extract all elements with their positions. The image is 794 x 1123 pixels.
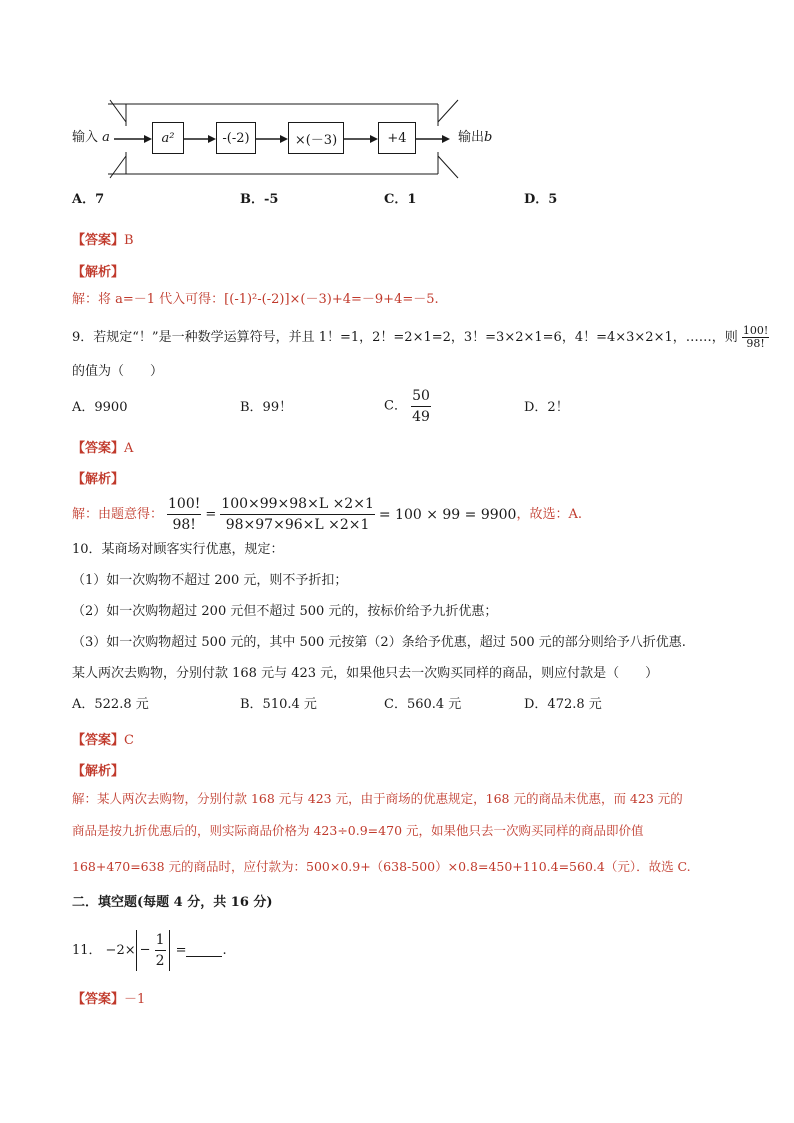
q10-answer-value: C <box>124 733 134 748</box>
q9-sol-tail: ，故选：A. <box>516 506 582 522</box>
flow-box-minus-neg2-text: -(-2) <box>222 130 250 146</box>
q10-sol-line2: 商品是按九折优惠后的，则实际商品价格为 423÷0.9=470 元，如果他只去一次购买同样的商品即价值 <box>72 823 644 838</box>
q8-option-a: A．7 <box>72 192 105 207</box>
flow-box-square <box>152 122 184 154</box>
flow-box-square-text: a² <box>161 130 175 146</box>
flow-input-var: a <box>102 130 110 145</box>
q8-option-d: D．5 <box>524 192 558 207</box>
q9-option-c-label: C． <box>384 398 407 414</box>
q10-answer-tag: 【答案】 <box>72 733 125 748</box>
flow-output-var: b <box>484 130 493 145</box>
q9-option-b: B．99！ <box>240 400 293 415</box>
flow-box-plus4 <box>378 122 416 154</box>
q9-solution <box>72 494 582 535</box>
flow-box-plus4-text: +4 <box>387 130 407 146</box>
q9-sol-rest: = 100 × 99 = 9900 <box>378 506 517 523</box>
q9-fraction-den: 98! <box>746 337 765 350</box>
flow-input-text: 输入 <box>72 130 99 145</box>
q9-sol-frac2-den: 98×97×96×L ×2×1 <box>225 517 370 533</box>
q9-option-a: A．9900 <box>72 400 128 415</box>
q11-expr-left: −2× <box>105 942 136 958</box>
q8-option-c: C．1 <box>384 192 417 207</box>
q9-option-c-fraction <box>411 386 431 427</box>
q8-analysis-tag: 【解析】 <box>72 265 125 280</box>
q9-option-c-num: 50 <box>411 386 431 407</box>
q8-option-b: B．-5 <box>240 192 279 207</box>
q10-rule2: （2）如一次购物超过 200 元但不超过 500 元的，按标价给予九折优惠； <box>72 604 498 619</box>
q11-answer <box>72 988 145 1007</box>
q8-answer <box>72 229 134 248</box>
flow-box-minus-neg2 <box>216 122 256 154</box>
q10-sol-line1: 解：某人两次去购物，分别付款 168 元与 423 元，由于商场的优惠规定，168 元的商品未优惠，而 423 元的 <box>72 791 683 806</box>
q8-answer-tag: 【答案】 <box>72 233 125 248</box>
q10-option-a: A．522.8 元 <box>72 697 149 712</box>
section2-title: 二．填空题(每题 4 分，共 16 分) <box>72 895 273 910</box>
q11-answer-tag: 【答案】 <box>72 992 125 1007</box>
q9-sol-frac1-num: 100! <box>167 494 201 515</box>
q9-stem <box>72 325 769 350</box>
q10-rule1: （1）如一次购物不超过 200 元，则不予折扣； <box>72 573 348 588</box>
flow-box-times-neg3 <box>288 122 344 154</box>
q9-answer-value: A <box>124 441 134 456</box>
q11-stem <box>72 930 227 971</box>
q9-sol-frac2-num: 100×99×98×L ×2×1 <box>220 494 375 515</box>
q9-sol-frac1-den: 98! <box>172 517 196 533</box>
q9-fraction <box>742 325 769 350</box>
q9-answer-tag: 【答案】 <box>72 441 125 456</box>
flow-input-label <box>72 130 110 146</box>
flow-diagram <box>60 96 510 182</box>
q10-rule3: （3）如一次购物超过 500 元的，其中 500 元按第（2）条给予优惠，超过 500 元的部分则给予八折优惠. <box>72 635 686 650</box>
q8-answer-value: B <box>124 233 134 248</box>
q11-answer-value: －1 <box>124 992 146 1007</box>
q11-fraction-den: 2 <box>155 953 165 969</box>
q10-option-c: C．560.4 元 <box>384 697 462 712</box>
q11-number: 11． <box>72 942 102 958</box>
q11-fraction <box>155 930 166 971</box>
q10-stem: 10．某商场对顾客实行优惠，规定： <box>72 542 284 557</box>
q11-abs-sign: − <box>139 942 151 958</box>
q9-option-d: D．2！ <box>524 400 569 415</box>
q9-stem-text: 9．若规定“！”是一种数学运算符号，并且 1！=1，2！=2×1=2，3！=3×2×1=6，4！=4×3×2×1，……，则 <box>72 330 738 345</box>
q9-sol-fraction2 <box>220 494 375 535</box>
q10-question: 某人两次去购物，分别付款 168 元与 423 元，如果他只去一次购买同样的商品，则应付款是（ ） <box>72 666 659 681</box>
q11-absolute-value <box>136 930 170 971</box>
flow-output-label <box>458 130 492 146</box>
flow-box-times-neg3-text: ×(－3) <box>294 132 338 148</box>
q9-sol-eq: = <box>205 506 217 522</box>
q9-option-c-den: 49 <box>412 409 430 425</box>
q9-sol-fraction1 <box>167 494 201 535</box>
q9-analysis-tag: 【解析】 <box>72 472 125 487</box>
q9-option-c <box>384 386 431 427</box>
q9-sol-prefix: 解：由题意得： <box>72 506 164 522</box>
q10-option-b: B．510.4 元 <box>240 697 317 712</box>
q11-end: . <box>222 942 227 958</box>
q9-answer <box>72 437 133 456</box>
q8-solution: 解：将 a=－1 代入可得：[(-1)²-(-2)]×(－3)+4=－9+4=－5. <box>72 292 439 307</box>
q10-analysis-tag: 【解析】 <box>72 764 125 779</box>
q10-answer <box>72 729 134 748</box>
flow-frame <box>60 96 510 182</box>
q11-fraction-num: 1 <box>155 930 166 951</box>
q9-fraction-num: 100! <box>742 324 769 337</box>
q11-blank <box>186 944 222 957</box>
q9-stem2: 的值为（ ） <box>72 364 164 379</box>
q11-eq: = <box>175 942 187 958</box>
flow-output-text: 输出 <box>458 130 485 145</box>
q10-option-d: D．472.8 元 <box>524 697 602 712</box>
q10-sol-line3: 168+470=638 元的商品时，应付款为：500×0.9+（638-500）×0.8=450+110.4=560.4（元）．故选 C. <box>72 859 691 874</box>
